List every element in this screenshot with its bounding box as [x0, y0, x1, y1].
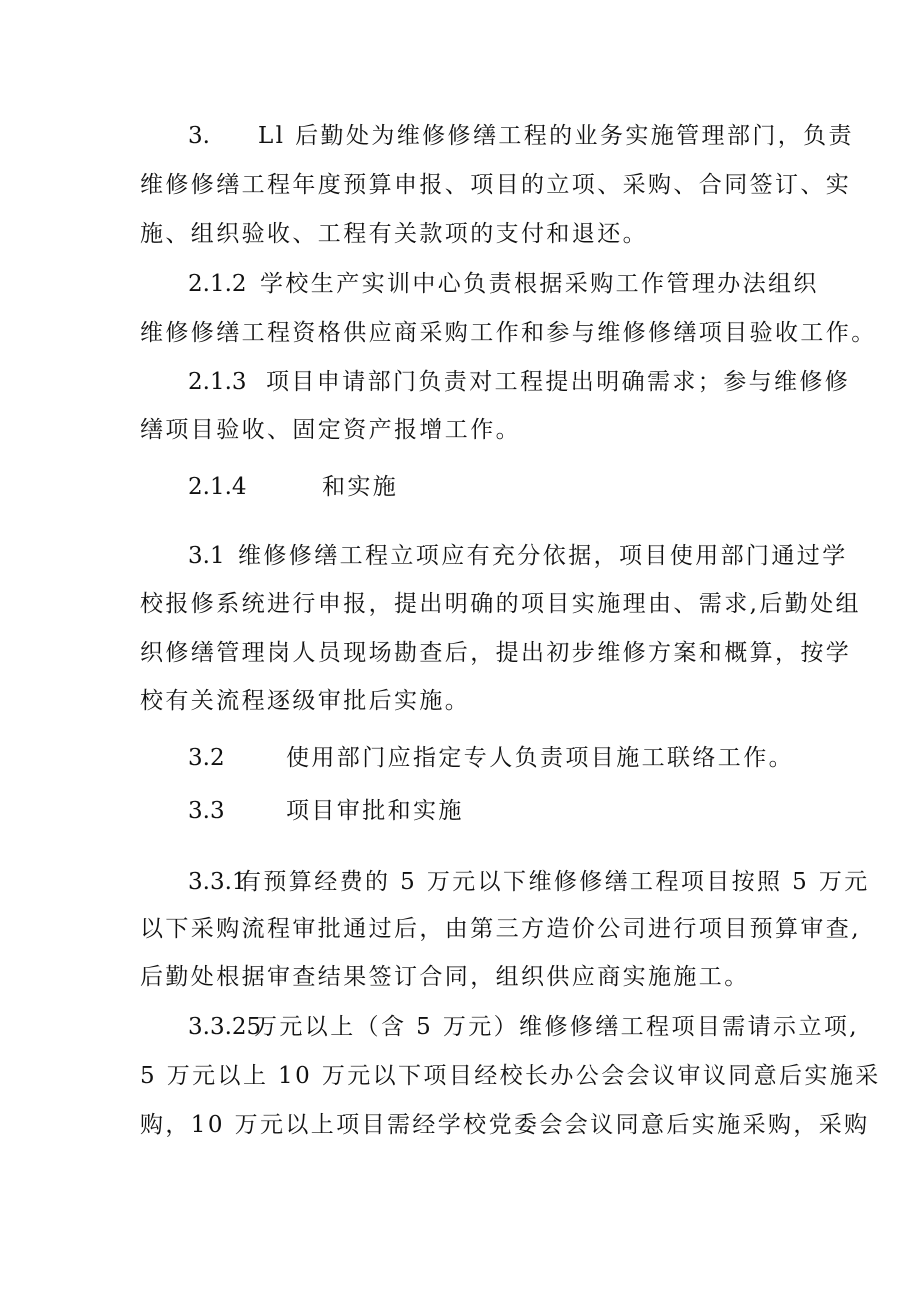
- paragraph-text: 有预算经费的 5 万元以下维修修缮工程项目按照 5 万元: [238, 869, 870, 895]
- paragraph-3-3-1-line-1: [188, 867, 870, 897]
- paragraph-3-1-line-3: 织修缮管理岗人员现场勘查后，提出初步维修方案和概算，按学: [140, 640, 852, 666]
- paragraph-2-1-4-line-1: [188, 472, 800, 502]
- paragraph-text: 使用部门应指定专人负责项目施工联络工作。: [286, 745, 794, 771]
- paragraph-text: 项目审批和实施: [286, 798, 464, 824]
- paragraph-2-1-2-line-2: 维修修缮工程资格供应商采购工作和参与维修修缮项目验收工作。: [140, 320, 877, 346]
- paragraph-2-1-3-line-1: [188, 367, 851, 397]
- paragraph-3-line-2: 维修修缮工程年度预算申报、项目的立项、采购、合同签订、实: [140, 172, 852, 198]
- section-number: 3.3.25: [188, 1014, 262, 1040]
- paragraph-3-1-line-4: 校有关流程逐级审批后实施。: [140, 688, 471, 714]
- section-number: 3.3.1: [188, 869, 247, 895]
- section-number: 3.1: [188, 543, 225, 569]
- paragraph-text: 维修修缮工程立项应有充分依据，项目使用部门通过学: [238, 543, 848, 569]
- section-number: 3.: [188, 123, 210, 149]
- section-number: 2.1.3: [188, 369, 247, 395]
- paragraph-3-3-2-line-1: [188, 1012, 859, 1042]
- paragraph-text: 学校生产实训中心负责根据采购工作管理办法组织: [260, 271, 819, 297]
- paragraph-text: 项目申请部门负责对工程提出明确需求；参与维修修: [266, 369, 851, 395]
- paragraph-text: 万元以上（含 5 万元）维修修缮工程项目需请示立项,: [254, 1014, 859, 1040]
- paragraph-3-3-line-1: [188, 796, 800, 826]
- section-number: 3.2: [188, 745, 225, 771]
- paragraph-3-line-1: [188, 121, 854, 151]
- paragraph-3-2-line-1: [188, 743, 800, 773]
- paragraph-3-line-3: 施、组织验收、工程有关款项的支付和退还。: [140, 221, 648, 247]
- paragraph-3-1-line-2: 校报修系统进行申报，提出明确的项目实施理由、需求,后勤处组: [140, 591, 861, 617]
- paragraph-3-1-line-1: [188, 541, 848, 571]
- paragraph-3-3-1-line-2: 以下采购流程审批通过后，由第三方造价公司进行项目预算审查,: [140, 916, 861, 942]
- paragraph-2-1-3-line-2: 缮项目验收、固定资产报增工作。: [140, 417, 521, 443]
- section-number: 2.1.2: [188, 271, 247, 297]
- paragraph-text: 和实施: [322, 474, 399, 500]
- section-number: 2.1.4: [188, 474, 247, 500]
- paragraph-3-3-2-line-2: 5 万元以上 10 万元以下项目经校长办公会会议审议同意后实施采: [140, 1063, 881, 1089]
- section-number: 3.3: [188, 798, 225, 824]
- paragraph-3-3-1-line-3: 后勤处根据审查结果签订合同，组织供应商实施施工。: [140, 964, 750, 990]
- paragraph-text: Ll 后勤处为维修修缮工程的业务实施管理部门，负责: [258, 123, 854, 149]
- paragraph-3-3-2-line-3: 购，10 万元以上项目需经学校党委会会议同意后实施采购，采购: [140, 1112, 870, 1138]
- paragraph-2-1-2-line-1: [188, 269, 819, 299]
